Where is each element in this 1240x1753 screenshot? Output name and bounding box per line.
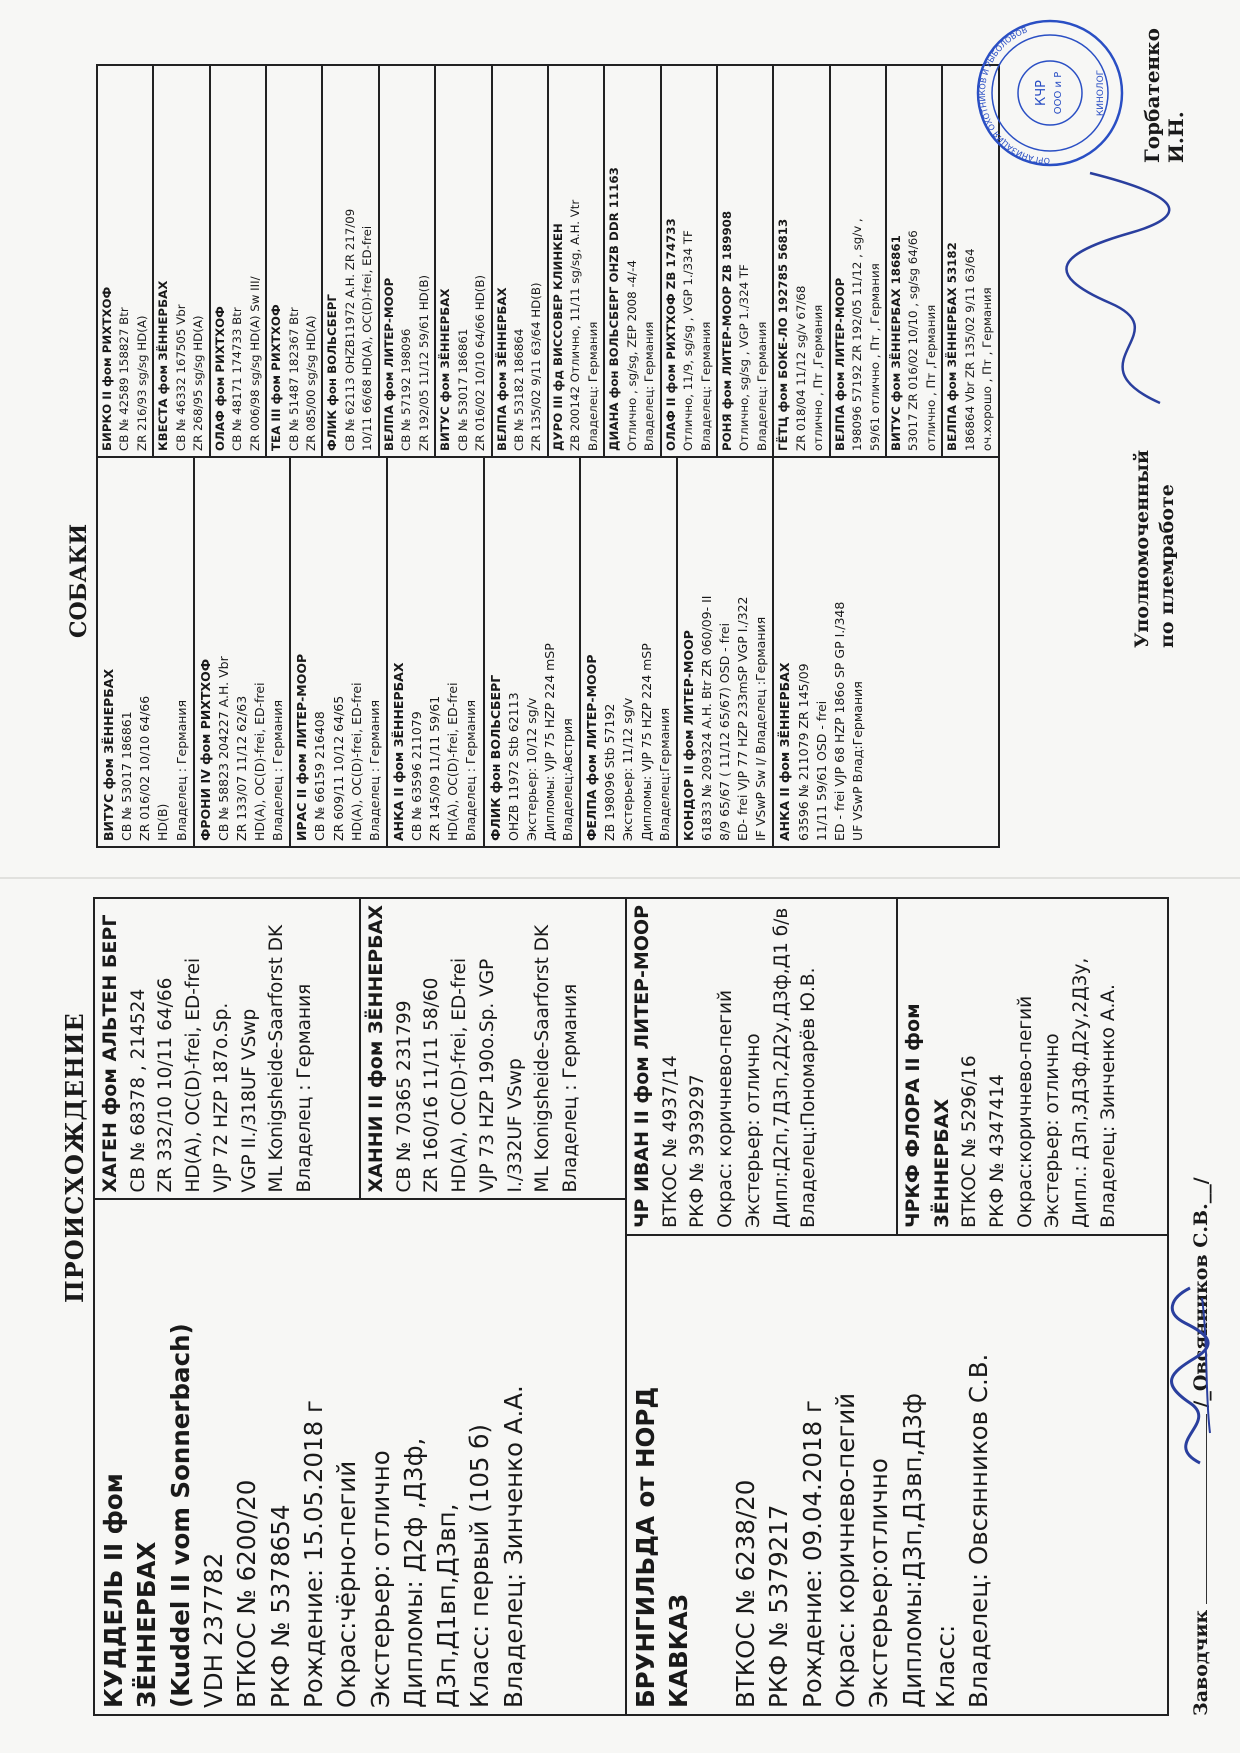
dog-entry-line: Дипломы: VJP 75 HZP 224 mSP [541,643,557,841]
dog-entry-line: ZR 018/04 11/12 sg/v 67/68 [793,285,808,451]
dog-line: ВТКОС № 6200/20 [232,1479,262,1708]
dog-entry-line: HD(B) [155,803,171,841]
dam-line: ML Konigsheide-Saarforst DK [532,924,554,1193]
dog-entry-line: АНКА II фом ЗЁННЕРБАХ [390,662,406,841]
dam-line: HD(A), OC(D)-frei, ED-frei [449,957,470,1193]
sire-line: CB № 68378 , 214524 [127,988,149,1193]
authorized-name: Горбатенко И.Н. [1140,28,1188,163]
dog-entry-right [380,66,436,456]
stamp-middle-ring [992,35,1108,151]
dog-line: Дипломы: Д2ф ,Д3ф, [398,1437,428,1708]
authorized-signature [1050,163,1190,423]
dog-entry-line: отлично , Пт ,Германия [923,304,938,451]
ancestors-2 [627,899,1167,1234]
dog-entry-line: ФРОНИ IV фом РИХТХОФ [197,658,213,841]
stamp-seal [975,18,1125,168]
dog-entry-line: CB № 53017 186861 [455,328,470,451]
dog-entry-left [485,458,582,846]
dog2-line: ВТКОС № 6238/20 [730,1479,760,1708]
dog-line: Окрас:чёрно-пегий [332,1460,362,1708]
dog-entry-line: ТЕА III фом РИХТХОФ [269,304,284,451]
dogs-table [96,64,1000,848]
pedigree-row-dam-line [627,899,1167,1714]
dog-entry-line: ДИАНА фон ВОЛЬСБЕРГ OHZB DDR 11163 [607,167,622,451]
dog-entry-line: ZB 200142 Отлично, 11/11 sg/sg, A.H. Vtr [568,199,583,451]
dog-entry-line: UF VSwP Влад:Германия [849,681,865,841]
auth-label-line-1: Уполномоченный [1131,449,1153,648]
dog-entry-right [887,66,943,456]
dog-entry-line: CB № 58823 204227 A.H. Vbr [215,656,231,841]
dog-entry-line: ВИТУС фом ЗЁННЕРБАХ 186861 [889,235,904,451]
dog-entry-line: ГЁТЦ фом БОКЕ-ЛО 192785 56813 [776,218,791,451]
dog-entry-right [493,66,549,456]
dog-line: Класс: первый (105 б) [465,1424,495,1708]
dog-line: Д3п,Д1вп,Д3вп, [432,1503,462,1708]
sire2-line: Экстерьер: отлично [742,1033,764,1228]
dog-entry-line: ZR 135/02 9/11 63/64 HD(B) [529,282,544,451]
dog-entry-line: ОЛАФ фом РИХТХОФ [212,306,227,451]
dog-entry-left [581,458,678,846]
dog-entry-line: 8/9 65/67 ( 11/12 65/67) OSD - frei [717,622,732,841]
dam-line: I./332UF VSwp [504,1058,526,1193]
dog-entry-right [605,66,661,456]
dog-entry-left [98,458,195,846]
dog-entry-line: ED- frei VJP 77 HZP 233mSP VGP I./322 [735,596,751,841]
dam2-line: РКФ № 4347414 [986,1074,1008,1228]
sire-line: VGP II./318UF VSwp [238,1008,260,1193]
dog-entry-line: Отлично, 11/9, sg/sg , VGP 1./334 TF [681,230,696,451]
dog-entry-line: ZR 145/09 11/11 59/61 [427,695,443,841]
dog-entry-line: CB № 46332 167505 Vbr [173,304,188,451]
dog-line: Владелец: Зинченко А.А. [498,1385,528,1708]
dog-entry-line: 186864 Vbr ZR 135/02 9/11 63/64 [962,248,977,451]
dog-entry-right [436,66,492,456]
dog-entry-line: отлично , Пт ,Германия [811,304,826,451]
dam2-line: Экстерьер: отлично [1042,1033,1064,1228]
dog-entry-right [211,66,267,456]
dog2-line: Рождение: 09.04.2018 г [797,1400,827,1708]
dog-entry-line: ZR 609/11 10/12 64/65 [330,695,346,841]
dog-entry-line: Владелец: Германия [642,321,657,451]
dog-entry-line: Владелец : Германия [366,699,382,841]
dog-entry-line: Дипломы: VJP 75 HZP 224 mSP [638,643,654,841]
dog-entry-line: ФЛИК фон ВОЛЬСБЕРГ [325,294,340,451]
sire-line: ZR 332/10 10/11 64/66 [155,977,177,1193]
dog-entry-line: Владелец: Германия [698,321,713,451]
dam2-line: ЧРКФ ФЛОРА II фом [902,1003,924,1228]
dog-line: VDH 237782 [198,1552,228,1708]
dog-entry-line: ФЕЛПА фом ЛИТЕР-МООР [584,654,600,841]
dog2-line [696,1242,729,1708]
sire2-line: Окрас: коричнево-пегий [715,989,736,1228]
sire-line: VJP 72 HZP 187o.Sp. [210,1002,232,1193]
dog-entry-right [154,66,210,456]
breeder-label: Заводчик [1190,1609,1212,1716]
dog-entry-line: Владелец:Германия [656,707,672,841]
dog-entry-line: Отлично, sg/sg , VGP 1./324 TF [737,264,752,451]
dog-entry-line: ФЛИК фон ВОЛЬСБЕРГ [487,674,503,841]
dam-line: ХАННИ II фом ЗЁННЕРБАХ [365,905,387,1193]
dog-entry-line: CB № 51487 182367 Btr [286,307,301,451]
dog-entry-line: Владелец : Германия [270,699,286,841]
sire2-line: РКФ № 3939297 [687,1074,709,1228]
dog-entry-line: ZR 268/95 sg/sg HD(A) [191,315,206,451]
dog-entry-line: КВЕСТА фом ЗЁННЕРБАХ [156,280,171,451]
auth-label-line-2: по племработе [1155,484,1178,648]
pedigree-title: ПРОИСХОЖДЕНИЕ [60,1012,89,1303]
dog-entry-line: Экстерьер: 11/12 sg/v [620,697,636,841]
dog2-line: Экстерьер:отлично [864,1458,894,1708]
dog-entry-line: 59/61 отлично , Пт , Германия [867,263,882,451]
stamp-center-2: ООО и Р [1053,71,1064,115]
dog-entry-line: ZR 016/02 10/10 64/66 [137,695,153,841]
dog-entry-line: РОНЯ фом ЛИТЕР-МООР ZB 189908 [719,210,734,451]
authorized-signature-stroke [1066,173,1169,403]
dog2-line: Дипломы:Д3п,Д3вп,Д3ф [897,1393,927,1708]
dog-entry-right [662,66,718,456]
dog-line: Экстерьер: отлично [365,1450,395,1708]
dam2-line: Дипл.: Д3п,3Д3ф,Д2у,2Д3у, [1070,957,1091,1228]
sire-line: Владелец : Германия [294,983,315,1193]
dog-entry-line: ИРАС II фом ЛИТЕР-МООР [294,653,310,841]
dogs-left-column [98,456,998,846]
dam-card [361,899,625,1199]
dam-line: ZR 160/16 11/11 58/60 [421,977,443,1193]
dog2-line: КАВКАЗ [664,1593,694,1708]
dog-entry-line: ДУРО III фд ВИССОВЕР КЛИНКЕН [550,223,565,451]
dog-entry-line: оч.хорошо , Пт , Германия [980,287,995,451]
dog2-card [627,1234,1167,1714]
dam2-line: ЗЁННЕРБАХ [930,1098,953,1228]
dog2-line: Владелец: Овсянников С.В. [964,1353,994,1708]
dog-entry-line: ZR 085/00 sg/sg HD(A) [303,315,318,451]
dog-entry-line: Экстерьер: 10/12 sg/v [523,697,539,841]
dog-entry-line: Владелец:Австрия [560,718,575,841]
dog-entry-line: HD(A), OC(D)-frei, ED-frei [252,682,267,841]
dog-entry-line: IF VSwP Sw I/ Владелец :Германия [753,616,769,841]
sire2-card [627,899,898,1234]
pedigree-table [93,897,1169,1716]
dog-entry-line: CB № 63596 211079 [409,711,424,841]
sire2-line: ЧР ИВАН II фом ЛИТЕР-МООР [631,905,653,1228]
sire2-line: Дипл:Д2п,7Д3п,2Д2у,Д3ф,Д1 б/в [770,907,792,1228]
sire-line: ХАГЕН фом АЛЬТЕН БЕРГ [99,914,121,1193]
breeder-signature-underline [1202,1298,1210,1433]
dog-entry-line: ZB 198096 Stb 57192 [602,703,618,841]
dam2-card [898,899,1167,1234]
dog-line: ЗЁННЕРБАХ [132,1541,162,1708]
dam2-line: Окрас:коричнево-пегий [1014,995,1036,1228]
dog-entry-line: ВИТУС фом ЗЁННЕРБАХ [101,668,116,841]
dog-entry-line: 10/11 66/68 HD(A), OC(D)-frei, ED-frei [360,225,375,451]
dogs-title: СОБАКИ [66,523,92,638]
dog-entry-line: ВЕЛПА фом ЛИТЕР-МООР [381,277,396,451]
sire-line: HD(A), OC(D)-frei, ED-frei [183,957,204,1193]
fold-line [0,877,1240,879]
dog-entry-right [831,66,887,456]
authorized-label [1130,450,1179,648]
dam-line: CB № 70365 231799 [393,1000,415,1193]
dam-line: VJP 73 HZP 190o.Sp. VGP [476,958,498,1193]
dog-entry-right [267,66,323,456]
dog-entry-line: CB № 53182 186864 [511,328,526,451]
dog-entry-left [774,458,869,846]
dog-entry-line: КОНДОР II фом ЛИТЕР-МООР [680,630,696,841]
dog-entry-line: OHZB 11972 Stb 62113 [505,692,521,841]
dog-line: Рождение: 15.05.2018 г [298,1400,328,1708]
dam2-line: Владелец: Зинченко А.А. [1097,984,1119,1228]
dog-entry-line: ВЕЛПА фом ЗЁННЕРБАХ 53182 [945,242,960,451]
dog-entry-right [549,66,605,456]
dog-entry-line: АНКА II фом ЗЁННЕРБАХ [777,662,793,841]
dog-entry-right [98,66,154,456]
sire2-line: Владелец:Пономарёв Ю.В. [798,967,820,1228]
breeder-signature-stroke [1171,1288,1208,1463]
sire-line: ML Konigsheide-Saarforst DK [266,924,288,1193]
dog-entry-line: CB № 62113 OHZB11972 A.H. ZR 217/09 [342,208,357,451]
dog-entry-line: 11/11 59/61 OSD - frei [813,700,829,841]
dog-entry-line: ED - frei VJP 68 HZP 186o SP GP I./348 [831,601,847,841]
dog-entry-line: CB № 66159 216408 [312,711,328,841]
dog2-line: Окрас: коричнево-пегий [830,1392,860,1708]
dog-line: (Kuddel II vom Sonnerbach) [165,1323,195,1708]
dog-entry-line: CB № 53017 186861 [119,711,135,841]
dog-entry-right [718,66,774,456]
dog-entry-line: ZR 133/07 11/12 62/63 [233,695,249,841]
dog-entry-line: ZR 016/02 10/10 64/66 HD(B) [473,274,488,451]
dog-entry-left [291,458,388,846]
dog-entry-line: ВИТУС фом ЗЁННЕРБАХ [438,288,453,451]
stamp-inner-ring [1018,61,1082,125]
sire-card [95,899,361,1199]
ancestors [95,899,625,1199]
dam2-line: ВТКОС № 5296/16 [959,1055,980,1228]
dog-entry-line: 61833 № 209324 A.H. Btr ZR 060/09- II [698,595,714,841]
dog-entry-line: 53017 ZR 016/02 10/10 , sg/sg 64/66 [906,230,921,451]
dog-entry-line: Владелец : Германия [173,699,189,841]
dog-entry-line: ОЛАФ II фом РИХТХОФ ZB 174733 [663,218,678,451]
stamp-ring-text: ОРГАНИЗАЦИЯ ОХОТНИКОВ И РЫБОЛОВОВ [977,25,1051,166]
dog-entry-line: HD(A), OC(D)-frei, ED-frei [445,682,461,841]
breeder-name: /_Овсянников С.В.__/ [1190,1177,1212,1408]
dog-entry-right [774,66,830,456]
dog-entry-line: Отлично , sg/sg, ZEP 2008 -4/-4 [624,260,639,451]
dog-line: РКФ № 5378654 [265,1504,295,1708]
dog-entry-line: Владелец: Германия [754,321,769,451]
dog2-line: Класс: [930,1624,960,1708]
dog-entry-line: 63596 № 211079 ZR 145/09 [795,663,811,841]
pedigree-row-sire-line [95,899,627,1714]
breeder-signature [1150,1283,1230,1473]
dog-entry-left [388,458,485,846]
stamp-center-1: КЧР [1034,80,1049,106]
dog-entry-line: 198096 57192 ZR 192/05 11/12 , sg/v , [850,218,865,451]
dog-entry-line: БИРКО II фом РИХТХОФ [100,286,114,451]
dog-entry-line: CB № 57192 198096 [399,328,414,451]
dog-entry-line: ZR 192/05 11/12 59/61 HD(B) [416,274,431,451]
dog-entry-line: CB № 48171 174733 Btr [230,307,245,451]
dog-entry-line: HD(A), OC(D)-frei, ED-frei [348,682,364,841]
sire2-line: ВТКОС № 4937/14 [659,1055,681,1228]
dog2-line: РКФ № 5379217 [764,1504,794,1708]
dogs-right-column [98,66,998,456]
dog-entry-line: ВЕЛПА фом ЗЁННЕРБАХ [494,287,509,451]
dog-entry-right [323,66,379,456]
dog-card [95,1199,625,1715]
dog-line: КУДДЕЛЬ II фом [99,1473,128,1708]
dog-entry-line: CB № 42589 158827 Btr [117,307,132,451]
dog-entry-left [195,458,292,846]
stamp-center-3: КИНОЛОГ [1096,69,1106,117]
dog-entry-left [678,458,775,846]
dam-line: Владелец : Германия [560,983,581,1193]
dog-entry-line: ZR 006/98 sg/sg HD(A) Sw III/ [247,276,262,451]
dog-entry-line: Владелец : Германия [463,699,479,841]
dog-entry-line: Владелец: Германия [585,321,600,451]
dog-entry-line: ВЕЛПА фом ЛИТЕР-МООР [832,277,847,451]
dog-entry-line: ZR 216/93 sg/sg HD(A) [134,315,149,451]
dog2-line: БРУНГИЛЬДА от НОРД [631,1386,660,1708]
